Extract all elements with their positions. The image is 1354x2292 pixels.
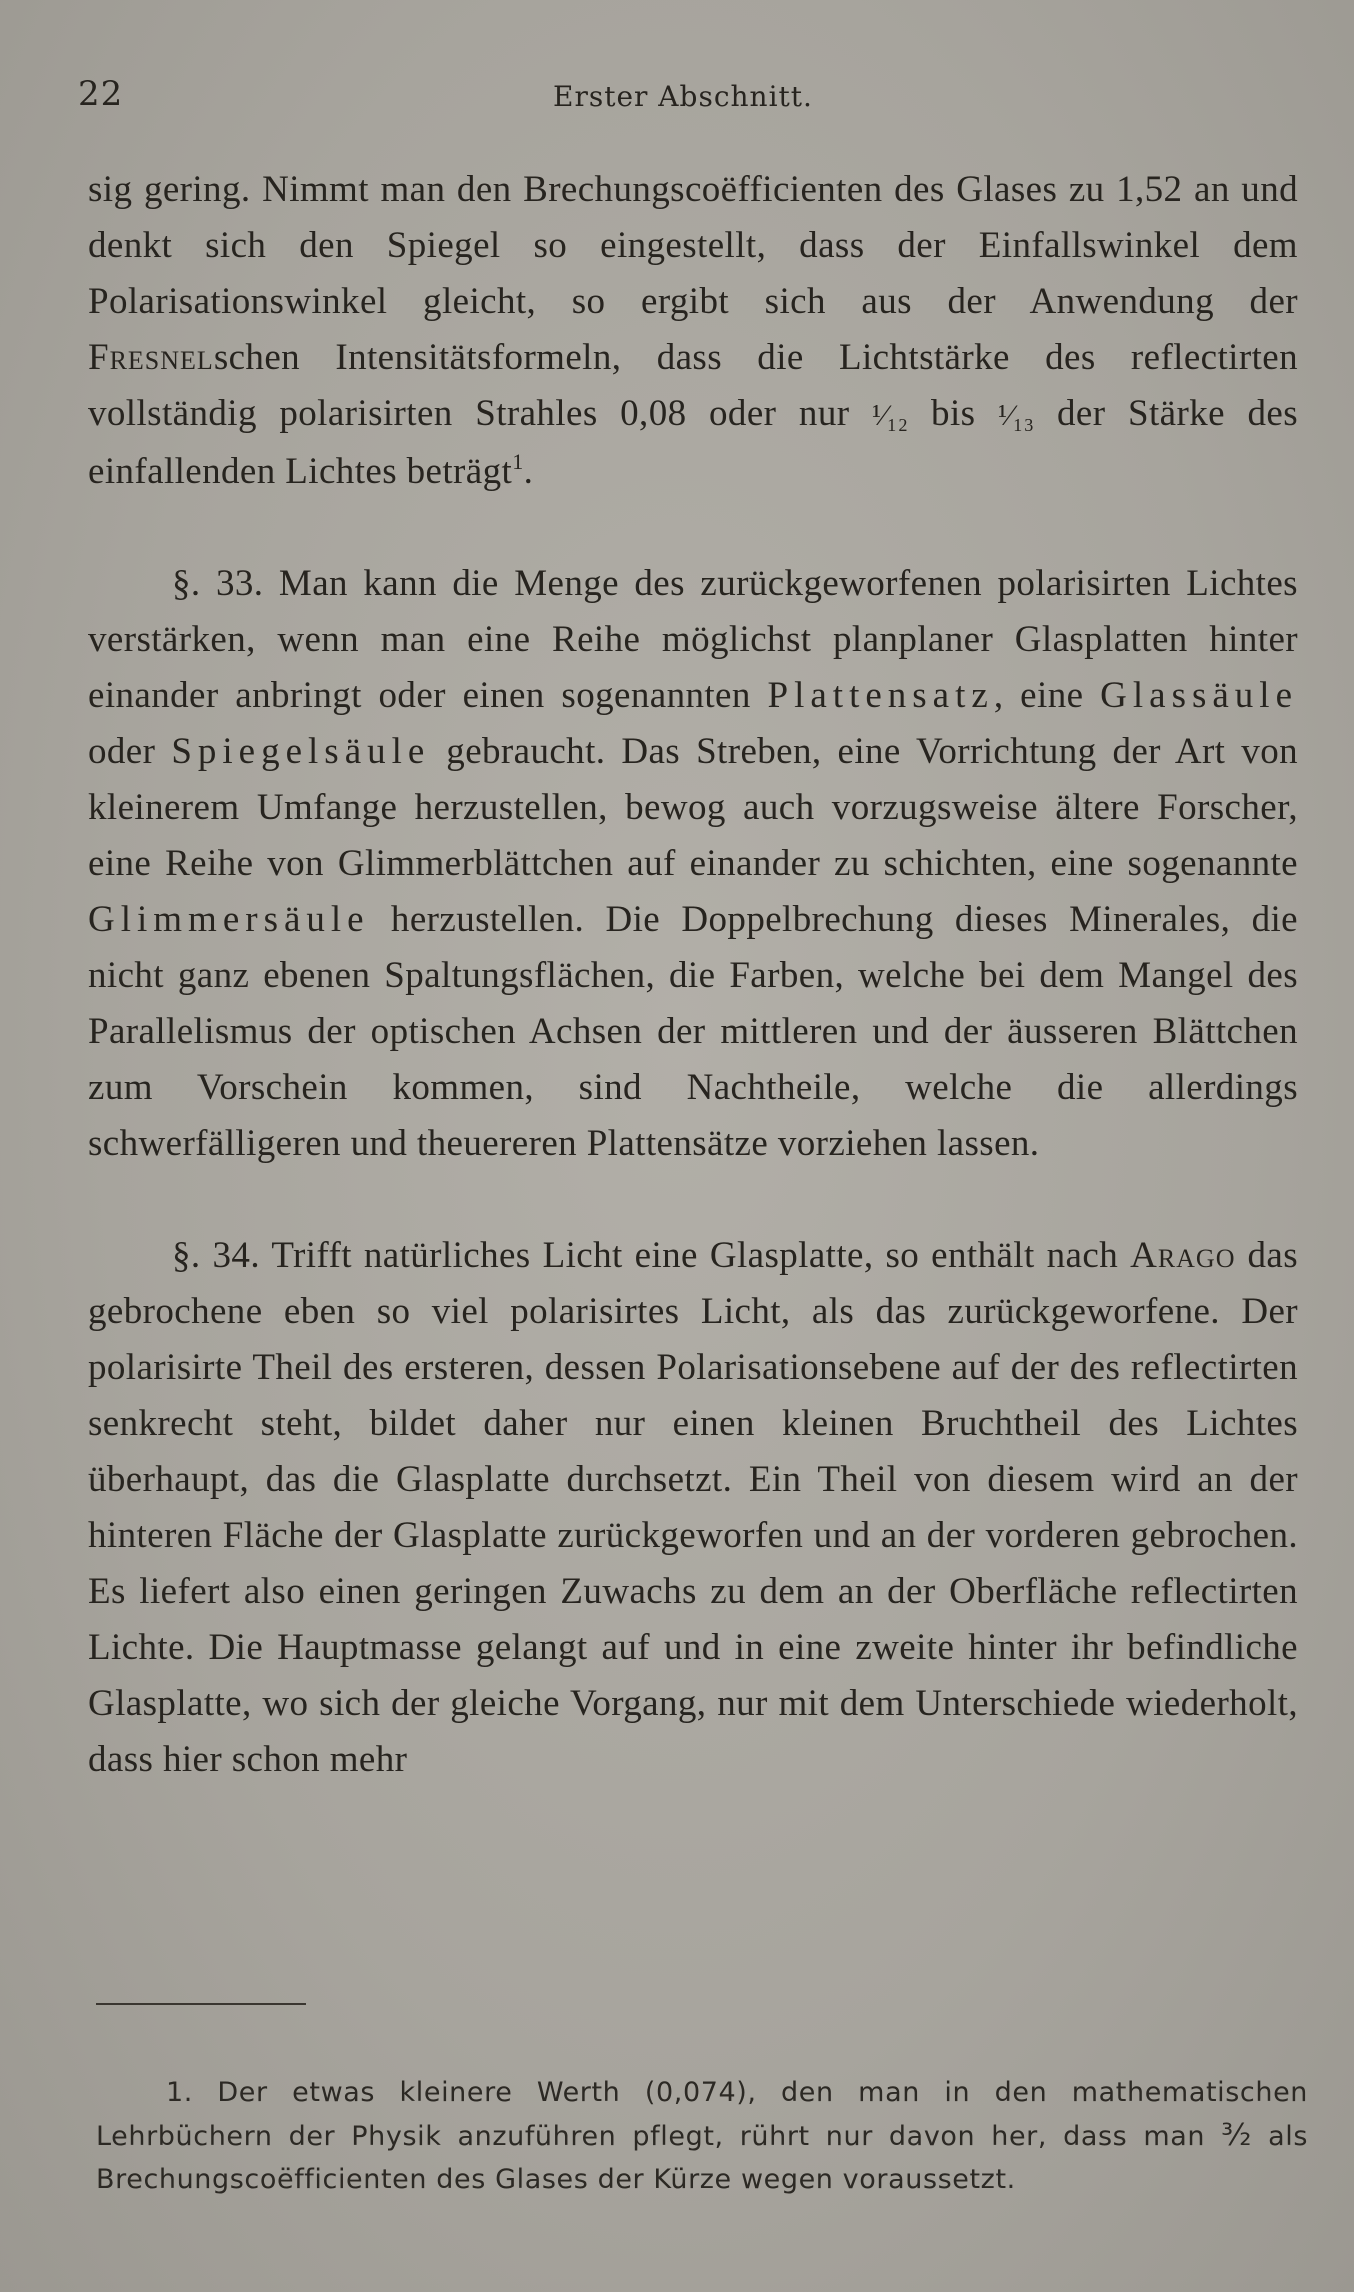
text-run: 1. Der etwas kleinere Werth (0,074), den man in den mathematischen Lehrbüchern der Physik anzuführen pflegt, rührt nur davon her, dass man <box>96 2077 1308 2152</box>
name-arago: Arago <box>1130 1235 1236 1276</box>
text-run: , eine <box>993 675 1101 716</box>
fraction: ¹⁄₁₃ <box>997 399 1035 432</box>
paragraph-section-34 <box>88 1228 1298 1788</box>
running-head: Erster Abschnitt. <box>553 80 813 113</box>
term-spiegelsaeule: Spiegelsäule <box>171 731 431 772</box>
paragraph-continued <box>88 162 1298 500</box>
section-marker: §. 33. <box>172 563 264 604</box>
name-fresnel: Fresnel <box>88 337 214 378</box>
body-text <box>88 162 1298 1788</box>
text-run: gebraucht. Das Streben, eine Vorrichtung der Art von kleinerem Umfange herzustellen, bewog auch vorzugsweise ältere Forscher, eine Reihe von Glimmerblättchen auf einander zu schichten, eine sogenannte <box>88 731 1299 884</box>
section-marker: §. 34. <box>172 1235 260 1276</box>
page-header <box>78 74 1308 124</box>
text-run: Man kann die Menge des zurückgeworfenen polarisirten Lichtes verstärken, wenn man eine Reihe möglichst planplaner Glasplatten hinter einander anbringt oder einen sogenannten <box>88 563 1298 716</box>
text-run: als Brechungscoëfficienten des Glases der Kürze wegen voraussetzt. <box>96 2121 1308 2195</box>
term-glassaeule: Glassäule <box>1100 675 1298 716</box>
term-plattensatz: Plattensatz <box>767 675 994 716</box>
footnote-divider <box>96 2003 306 2005</box>
text-run: oder <box>88 731 172 772</box>
text-run: . <box>523 451 534 492</box>
text-run: bis <box>908 393 998 434</box>
text-run: herzustellen. Die Doppelbrechung dieses Minerales, die nicht ganz ebenen Spaltungsflächen, die Farben, welche bei dem Mangel des Parallelismus der optischen Achsen der mittleren und der äusseren Blättchen zum Vorschein kommen, sind Nachtheile, welche die allerdings schwerfälligeren und theuereren Plattensätze vorziehen lassen. <box>88 899 1298 1164</box>
text-run: der Stärke des einfallenden Lichtes beträgt <box>88 393 1298 492</box>
paragraph-section-33 <box>88 556 1298 1172</box>
text-run: das gebrochene eben so viel polarisirtes Licht, als das zurückgeworfene. Der polarisirte Theil des ersteren, dessen Polarisationsebene auf der des reflectirten senkrecht steht, bildet daher nur einen kleinen Bruchtheil des Lichtes überhaupt, das die Glasplatte durchsetzt. Ein Theil von diesem wird an der hinteren Fläche der Glasplatte zurückgeworfen und an der vorderen gebrochen. Es liefert also einen geringen Zuwachs zu dem an der Oberfläche reflectirten Lichte. Die Hauptmasse gelangt auf und in eine zweite hinter ihr befindliche Glasplatte, wo sich der gleiche Vorgang, nur mit dem Unterschiede wiederholt, dass hier schon mehr <box>88 1235 1299 1780</box>
text-run: schen Intensitätsformeln, dass die Lichtstärke des reflectirten vollständig polarisirten Strahles 0,08 oder nur <box>88 337 1298 434</box>
fraction: ¹⁄₁₂ <box>871 399 909 432</box>
page-number: 22 <box>78 74 124 114</box>
footnote-reference: 1 <box>512 449 524 474</box>
text-run: Trifft natürliches Licht eine Glasplatte, so enthält nach <box>260 1235 1131 1276</box>
term-glimmersaeule: Glimmersäule <box>88 899 370 940</box>
fraction: ³⁄₂ <box>1221 2118 1253 2153</box>
footnote <box>96 2071 1308 2201</box>
text-run: sig gering. Nimmt man den Brechungscoëfficienten des Glases zu 1,52 an und denkt sich den Spiegel so eingestellt, dass der Einfallswinkel dem Polarisationswinkel gleicht, so ergibt sich aus der Anwendung der <box>88 169 1298 322</box>
